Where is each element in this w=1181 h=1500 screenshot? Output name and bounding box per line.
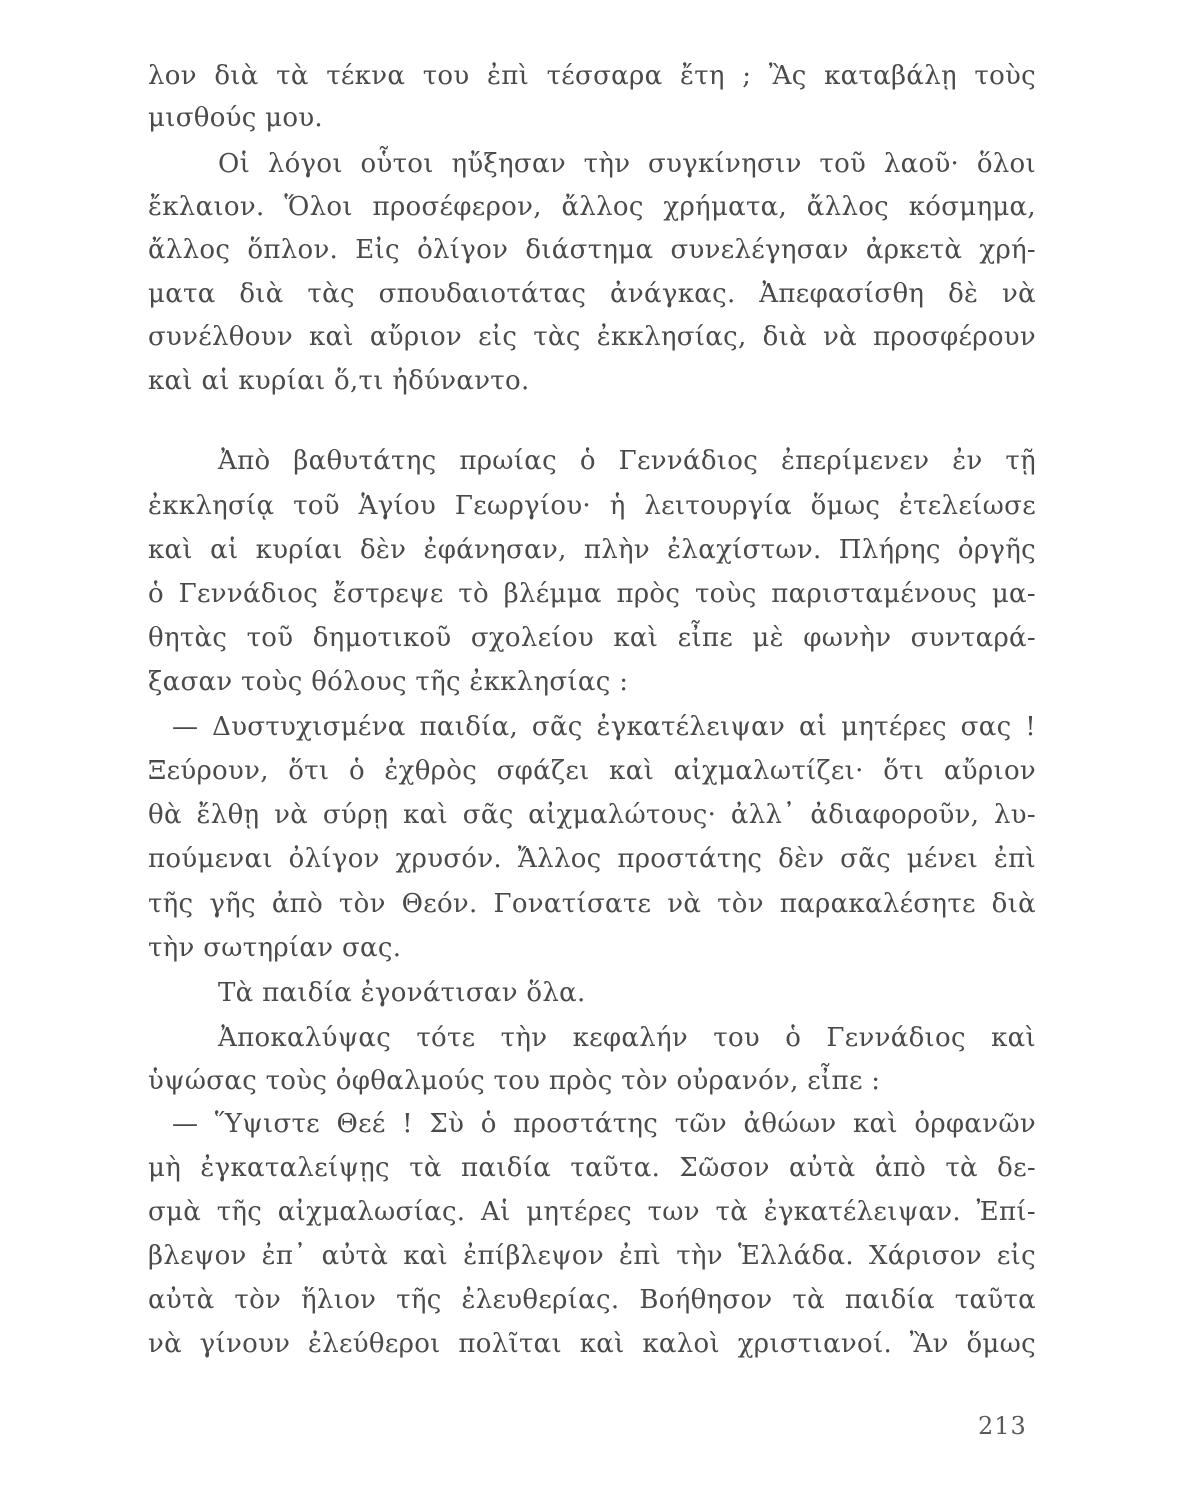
text-line: σμὰ τῆς αἰχμαλωσίας. Αἱ μητέρες των τὰ ἐγκατέλειψαν. Ἐπί- (148, 1197, 1036, 1227)
text-line: Ἀποκαλύψας τότε τὴν κεφαλήν του ὁ Γεννάδιος καὶ (218, 1023, 1036, 1053)
text-line: βλεψον ἐπ᾽ αὐτὰ καὶ ἐπίβλεψον ἐπὶ τὴν Ἑλλάδα. Χάρισον εἰς (148, 1241, 1036, 1271)
text-line: ματα διὰ τὰς σπουδαιοτάτας ἀνάγκας. Ἀπεφασίσθη δὲ νὰ (148, 279, 1036, 309)
text-line: πούμεναι ὀλίγον χρυσόν. Ἄλλος προστάτης δὲν σᾶς μένει ἐπὶ (148, 844, 1036, 874)
text-line: μὴ ἐγκαταλείψῃς τὰ παιδία ταῦτα. Σῶσον αὐτὰ ἀπὸ τὰ δε- (148, 1153, 1036, 1183)
text-line: ἄλλος ὅπλον. Εἰς ὀλίγον διάστημα συνελέγησαν ἀρκετὰ χρή- (148, 235, 1036, 265)
text-line: νὰ γίνουν ἐλεύθεροι πολῖται καὶ καλοὶ χριστιανοί. Ἂν ὅμως (148, 1329, 1036, 1359)
text-line: Τὰ παιδία ἐγονάτισαν ὅλα. (218, 978, 586, 1008)
text-line: Ξεύρουν, ὅτι ὁ ἐχθρὸς σφάζει καὶ αἰχμαλωτίζει· ὅτι αὔριον (148, 756, 1036, 786)
text-line: τὴν σωτηρίαν σας. (148, 933, 402, 963)
text-line: — Ὕψιστε Θεέ ! Σὺ ὁ προστάτης τῶν ἀθώων καὶ ὀρφανῶν (172, 1109, 1036, 1139)
text-line: ὑψώσας τοὺς ὀφθαλμούς του πρὸς τὸν οὐρανόν, εἶπε : (148, 1066, 881, 1096)
text-line: Οἱ λόγοι οὗτοι ηὔξησαν τὴν συγκίνησιν τοῦ λαοῦ· ὅλοι (218, 149, 1036, 179)
text-line: λον διὰ τὰ τέκνα του ἐπὶ τέσσαρα ἔτη ; Ἂς καταβάλῃ τοὺς (148, 61, 1036, 91)
text-line: ἔκλαιον. Ὅλοι προσέφερον, ἄλλος χρήματα, ἄλλος κόσμημα, (148, 192, 1036, 222)
text-line: Ἀπὸ βαθυτάτης πρωίας ὁ Γεννάδιος ἐπερίμενεν ἐν τῇ (218, 446, 1036, 476)
text-line: ἐκκλησίᾳ τοῦ Ἁγίου Γεωργίου· ἡ λειτουργία ὅμως ἐτελείωσε (148, 491, 1036, 521)
text-line: θὰ ἔλθῃ νὰ σύρῃ καὶ σᾶς αἰχμαλώτους· ἀλλ᾽ ἀδιαφοροῦν, λυ- (148, 800, 1036, 830)
text-line: ξασαν τοὺς θόλους τῆς ἐκκλησίας : (148, 667, 629, 697)
text-line: καὶ αἱ κυρίαι ὅ,τι ἠδύναντο. (148, 366, 530, 396)
text-line: συνέλθουν καὶ αὔριον εἰς τὰς ἐκκλησίας, διὰ νὰ προσφέρουν (148, 322, 1036, 352)
page-number: 213 (978, 1412, 1027, 1440)
text-line: αὐτὰ τὸν ἥλιον τῆς ἐλευθερίας. Βοήθησον τὰ παιδία ταῦτα (148, 1285, 1036, 1315)
text-line: θητὰς τοῦ δημοτικοῦ σχολείου καὶ εἶπε μὲ φωνὴν συνταρά- (148, 623, 1036, 653)
text-line: καὶ αἱ κυρίαι δὲν ἐφάνησαν, πλὴν ἐλαχίστων. Πλήρης ὀργῆς (148, 535, 1036, 565)
text-line: μισθούς μου. (148, 103, 323, 133)
text-line: τῆς γῆς ἀπὸ τὸν Θεόν. Γονατίσατε νὰ τὸν παρακαλέσητε διὰ (148, 889, 1036, 919)
text-line: ὁ Γεννάδιος ἔστρεψε τὸ βλέμμα πρὸς τοὺς παρισταμένους μα- (148, 579, 1036, 609)
text-line: — Δυστυχισμένα παιδία, σᾶς ἐγκατέλειψαν αἱ μητέρες σας ! (172, 712, 1036, 742)
